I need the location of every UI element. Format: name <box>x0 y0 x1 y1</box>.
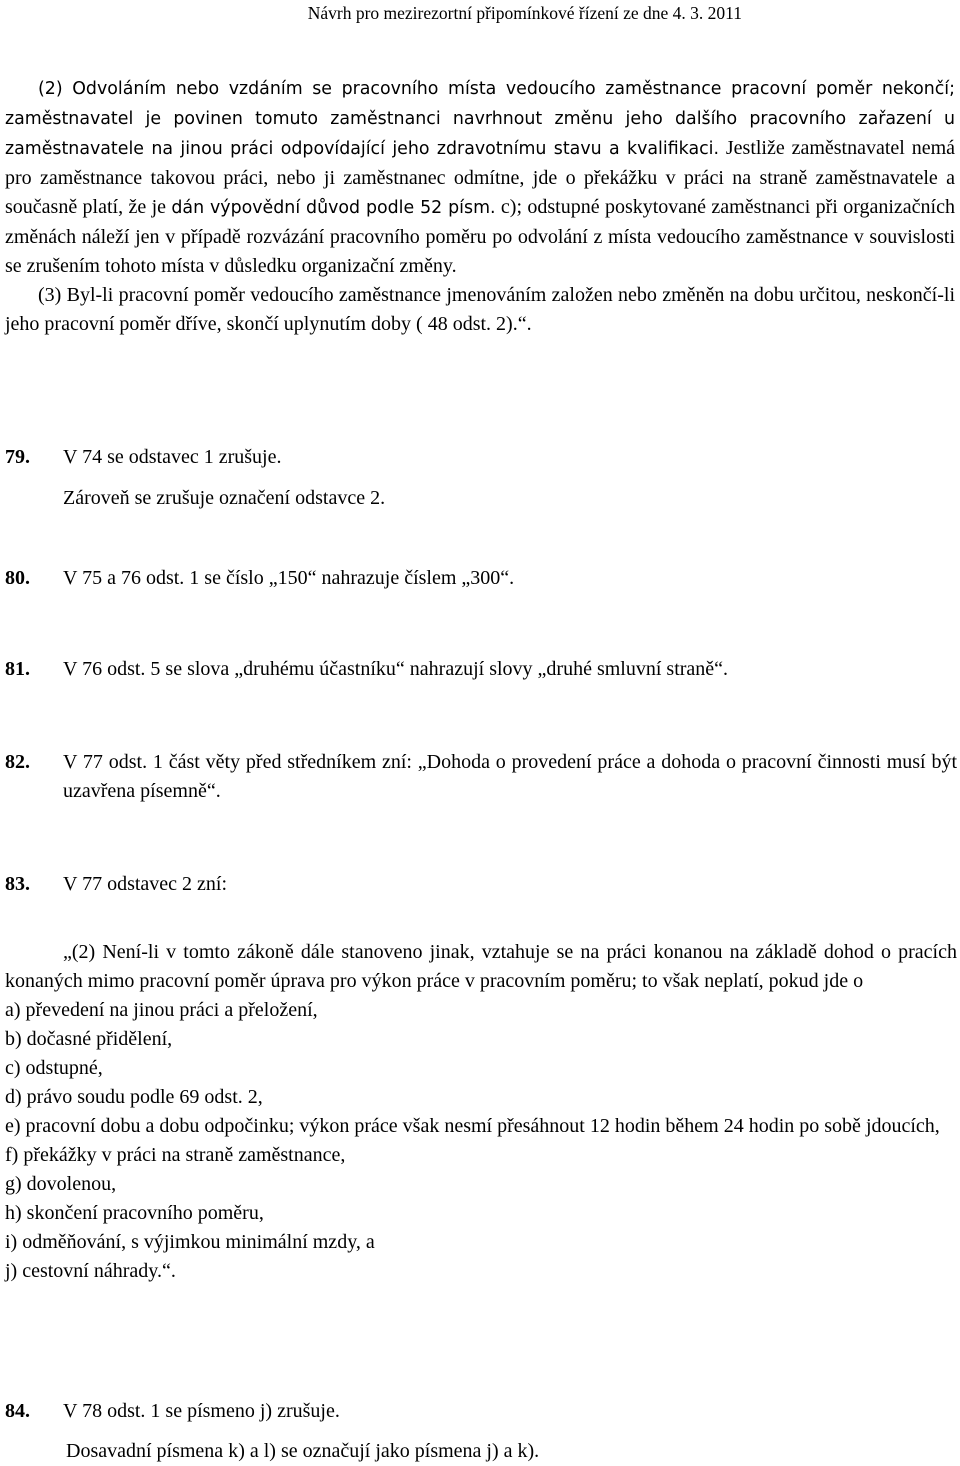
paragraph-2-part-b: dán výpovědní důvod podle <box>171 198 415 218</box>
paragraph-2-part-c: 52 písm. <box>414 198 496 218</box>
amendment-item-84 <box>5 1397 957 1426</box>
list-item: f) překážky v práci na straně zaměstnance, <box>5 1144 346 1166</box>
list-item: a) převedení na jinou práci a přeložení, <box>5 999 318 1021</box>
quoted-paragraph <box>5 938 957 1286</box>
item-number: 83. <box>5 873 30 895</box>
paragraph-2-sans-part: (2) Odvoláním nebo vzdáním se pracovního místa vedoucího zaměstnance pracovní poměr nekončí; zaměstnavatel je povinen tomuto zaměstnanci navrhnout změnu jeho dalšího pracovního zařazení u zaměstnavatele na jinou práci odpovídající jeho zdravotnímu stavu a kvalifikaci. <box>5 79 955 159</box>
list-item: c) odstupné, <box>5 1057 103 1079</box>
item-text: V 77 odstavec 2 zní: <box>63 873 228 895</box>
item-text: V 75 a 76 odst. 1 se číslo „150“ nahrazuje číslem „300“. <box>63 567 515 589</box>
list-item: j) cestovní náhrady.“. <box>5 1260 176 1282</box>
item-text: V 76 odst. 5 se slova „druhému účastníku“ nahrazují slovy „druhé smluvní straně“. <box>63 658 729 680</box>
item-number: 79. <box>5 446 30 468</box>
paragraph-3: (3) Byl-li pracovní poměr vedoucího zaměstnance jmenováním založen nebo změněn na dobu určitou, neskončí-li jeho pracovní poměr dříve, skončí uplynutím doby ( 48 odst. 2).“. <box>5 284 955 335</box>
item-text: V 74 se odstavec 1 zrušuje. <box>63 446 282 468</box>
list-item: i) odměňování, s výjimkou minimální mzdy, a <box>5 1231 375 1253</box>
paragraph-2-text <box>5 74 955 281</box>
list-item: g) dovolenou, <box>5 1173 117 1195</box>
paragraph-2-part-d: c); odstupné poskytované zaměstnanci při organizačních změnách náleží jen v případě rozvázání pracovního poměru po odvolání z místa vedoucího zaměstnance v souvislosti se zrušením tohoto místa v důsledku organizační změny. <box>5 196 955 277</box>
item-84-subtext: Dosavadní písmena k) a l) se označují jako písmena j) a k). <box>66 1440 540 1462</box>
list-item: e) pracovní dobu a dobu odpočinku; výkon práce však nesmí přesáhnout 12 hodin během 24 hodin po sobě jdoucích, <box>5 1115 940 1137</box>
amendment-item-83 <box>5 870 957 899</box>
item-number: 81. <box>5 658 30 680</box>
item-79-subtext: Zároveň se zrušuje označení odstavce 2. <box>63 487 386 509</box>
list-item: b) dočasné přidělení, <box>5 1028 173 1050</box>
amendment-item-81 <box>5 655 957 684</box>
item-number: 82. <box>5 751 30 773</box>
item-number: 80. <box>5 567 30 589</box>
amendment-item-80 <box>5 564 957 593</box>
paragraph-2 <box>5 74 955 339</box>
amendment-item-79 <box>5 443 957 472</box>
item-number: 84. <box>5 1400 30 1422</box>
page-header: Návrh pro mezirezortní připomínkové řízení ze dne 4. 3. 2011 <box>307 3 742 23</box>
item-text: V 78 odst. 1 se písmeno j) zrušuje. <box>63 1400 340 1422</box>
item-text: V 77 odst. 1 část věty před středníkem zní: „Dohoda o provedení práce a dohoda o pracovní činnosti musí být uzavřena písemně“. <box>63 751 957 802</box>
amendment-item-82 <box>5 748 957 806</box>
list-item: d) právo soudu podle 69 odst. 2, <box>5 1086 263 1108</box>
paragraph-2-part-a: Jestliže zaměstnavatel nemá pro zaměstnance takovou práci, nebo ji zaměstnanec odmítne, jde o překážku v práci na straně zaměstnavatele a současně platí, že je <box>5 137 956 218</box>
list-item: h) skončení pracovního poměru, <box>5 1202 264 1224</box>
quoted-intro: „(2) Není-li v tomto zákoně dále stanoveno jinak, vztahuje se na práci konanou na základě dohod o pracích konaných mimo pracovní poměr úprava pro výkon práce v pracovním poměru; to však neplatí, pokud jde o <box>5 941 957 992</box>
